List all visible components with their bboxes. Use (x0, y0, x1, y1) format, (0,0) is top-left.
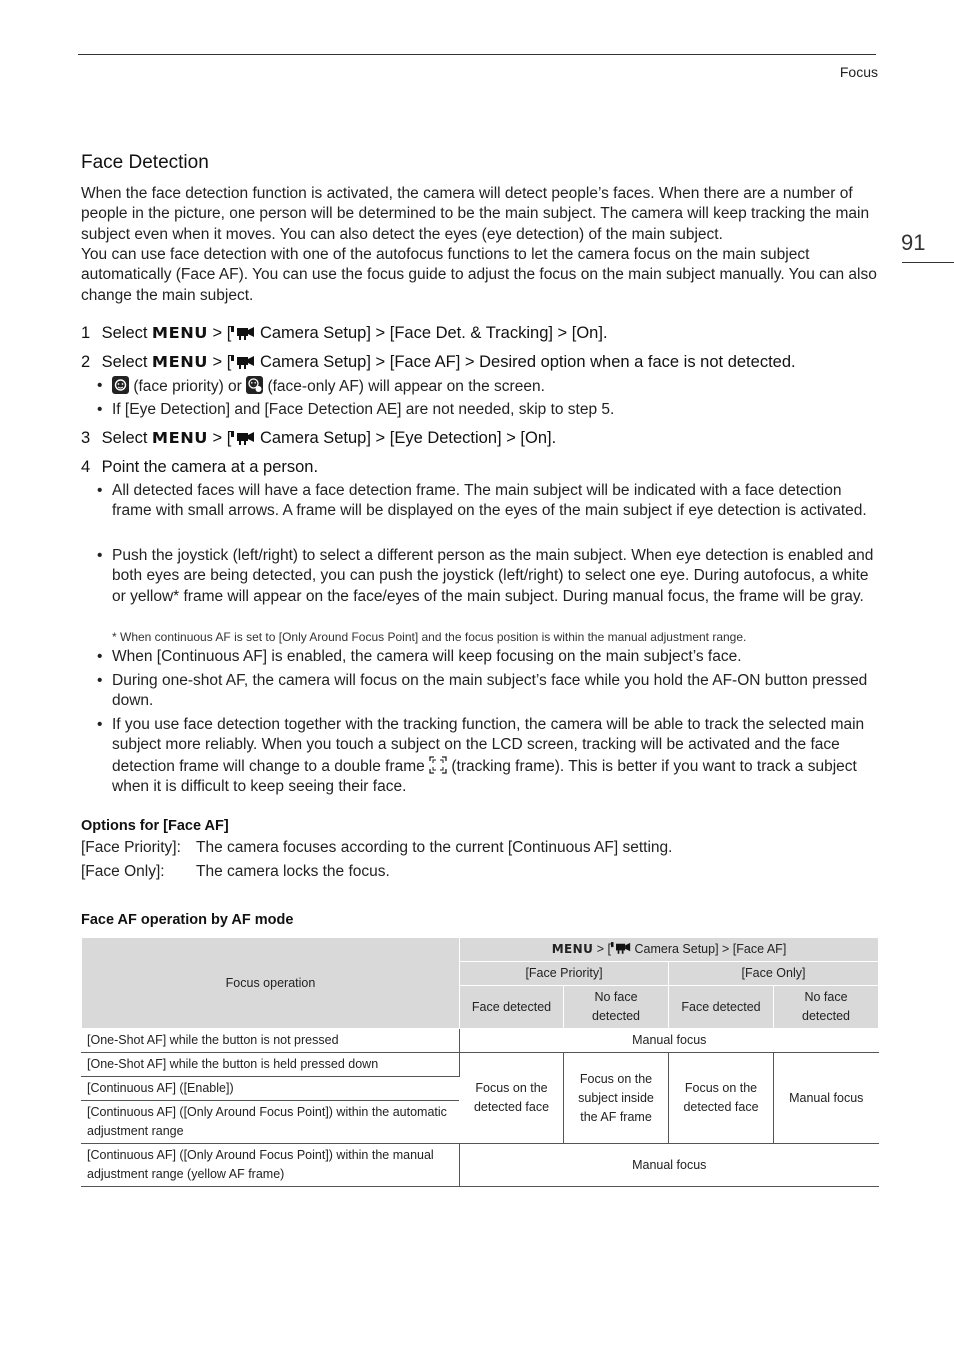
icons-text-b: (face-only AF) will appear on the screen. (267, 378, 545, 395)
step-select-word: Select (101, 324, 148, 342)
option-key: [Face Only]: (81, 863, 165, 880)
table-cell: Manual focus (460, 1029, 879, 1053)
page-title: Face Detection (81, 152, 209, 173)
options-heading: Options for [Face AF] (81, 818, 229, 834)
table-row-label: [One-Shot AF] while the button is not pressed (82, 1029, 460, 1053)
table-row-label: [Continuous AF] ([Enable]) (82, 1077, 460, 1101)
menu-icon: MENU (151, 353, 209, 371)
bullet-dot: • (97, 377, 103, 394)
list-item-text: If [Eye Detection] and [Face Detection AE] are not needed, skip to step 5. (112, 401, 615, 418)
bullet-dot: • (97, 401, 103, 418)
menu-path-text: Camera Setup] > [Face AF] (634, 942, 787, 956)
table-heading: Face AF operation by AF mode (81, 912, 294, 928)
face-priority-icon (112, 376, 129, 394)
step-1: 1 Select MENU > [ Camera Setup] > [Face Det. & Tracking] > [On]. (81, 324, 608, 342)
option-value: The camera focuses according to the current [Continuous AF] setting. (196, 839, 673, 856)
step-3: 3 Select MENU > [ Camera Setup] > [Eye Detection] > [On]. (81, 429, 557, 447)
sub-header: Face detected (669, 986, 774, 1029)
list-item (97, 481, 877, 522)
header-rule (78, 54, 876, 55)
sub-header: No face detected (564, 986, 669, 1029)
sub-header: No face detected (774, 986, 879, 1029)
intro-paragraph-1: When the face detection function is activated, the camera will detect people’s faces. When there are a number of people in the picture, one person will be determined to be the main subject. The camera will keep tracking the main subject even when it moves. You can also detect the eyes (eye detection) of the main subject. (81, 185, 870, 243)
list-item (97, 715, 877, 798)
tracking-text-a: If you use face detection together with the tracking function, the camera will be able to track the selected main subject more reliably. When you touch a subject on the LCD screen, tracking will be activated and the face detection frame will change to a double frame (112, 716, 865, 775)
list-item-text: When [Continuous AF] is enabled, the camera will keep focusing on the main subject’s face. (112, 648, 742, 665)
camera-setup-icon (611, 941, 631, 954)
step-2: 2 Select MENU > [ Camera Setup] > [Face AF] > Desired option when a face is not detected. (81, 353, 796, 371)
step-number: 4 (81, 458, 91, 476)
table-row-label: [Continuous AF] ([Only Around Focus Point]) within the manual adjustment range (yellow AF frame) (82, 1144, 460, 1187)
step-4 (81, 456, 881, 478)
table-cell: Manual focus (460, 1144, 879, 1187)
footnote: * When continuous AF is set to [Only Around Focus Point] and the focus position is within the manual adjustment range. (112, 630, 747, 644)
step-text: Point the camera at a person. (101, 458, 319, 476)
step-select-word: Select (101, 353, 148, 371)
step-text: Camera Setup] > [Eye Detection] > [On]. (259, 429, 557, 447)
step-number: 1 (81, 324, 91, 342)
option-key: [Face Priority]: (81, 839, 181, 856)
face-priority-header: [Face Priority] (460, 962, 669, 986)
page-number: 91 (901, 230, 926, 255)
camera-setup-icon (231, 325, 255, 340)
menu-path-sep: > (596, 942, 605, 956)
camera-setup-icon (231, 354, 255, 369)
list-item (97, 647, 877, 667)
table-cell: Focus on the detected face (460, 1053, 564, 1144)
table-cell: Manual focus (774, 1053, 879, 1144)
step-text: Camera Setup] > [Face Det. & Tracking] > [On]. (259, 324, 608, 342)
bullet-dot: • (97, 672, 103, 689)
menu-icon: MENU (551, 942, 594, 956)
sub-header: Face detected (460, 986, 564, 1029)
table-cell: Focus on the detected face (669, 1053, 774, 1144)
face-af-table (81, 937, 879, 1187)
option-value: The camera locks the focus. (196, 863, 390, 880)
bullet-dot: • (97, 716, 103, 733)
intro-paragraph-2: You can use face detection with one of the autofocus functions to let the camera focus on the main subject automatically (Face AF). You can use the focus guide to adjust the focus on the main subject manually. You can also change the main subject. (81, 246, 877, 304)
icons-text-a: (face priority) or (133, 378, 242, 395)
camera-setup-icon (231, 430, 255, 445)
menu-icon: MENU (151, 429, 209, 447)
menu-path-header: MENU > [ Camera Setup] > [Face AF] (460, 938, 879, 962)
focus-operation-header: Focus operation (82, 938, 460, 1029)
step-number: 2 (81, 353, 91, 371)
page-number-rule (902, 262, 954, 263)
list-item (97, 400, 877, 420)
list-item-text: Push the joystick (left/right) to select a different person as the main subject. When eye detection is enabled and both eyes are being detected, you can push the joystick (left/right) to select one eye. During autofocus, a white or yellow* frame will appear on the face/eyes of the main subject. During manual focus, the frame will be gray. (112, 547, 874, 605)
bullet-dot: • (97, 547, 103, 564)
list-item (97, 376, 877, 397)
tracking-frame-icon (429, 756, 447, 774)
table-row-label: [One-Shot AF] while the button is held pressed down (82, 1053, 460, 1077)
bullet-dot: • (97, 482, 103, 499)
face-only-header: [Face Only] (669, 962, 879, 986)
step-text: Camera Setup] > [Face AF] > Desired option when a face is not detected. (259, 353, 796, 371)
table-cell: Focus on the subject inside the AF frame (564, 1053, 669, 1144)
list-item (97, 671, 877, 712)
list-item-text: All detected faces will have a face detection frame. The main subject will be indicated with a face detection frame with small arrows. A frame will be displayed on the eyes of the main subject if eye detection is activated. (112, 482, 867, 520)
section-label: Focus (839, 64, 878, 80)
step-number: 3 (81, 429, 91, 447)
tracking-text-b: (tracking frame). This is better if you want to track a subject when it is difficult to keep seeing their face. (112, 757, 857, 796)
bullet-dot: • (97, 648, 103, 665)
menu-icon: MENU (151, 324, 209, 342)
table-row-label: [Continuous AF] ([Only Around Focus Point]) within the automatic adjustment range (82, 1101, 460, 1144)
list-item (97, 546, 877, 607)
step-select-word: Select (101, 429, 148, 447)
list-item-text: During one-shot AF, the camera will focus on the main subject’s face while you hold the AF-ON button pressed down. (112, 672, 868, 710)
face-only-af-icon (246, 376, 263, 394)
